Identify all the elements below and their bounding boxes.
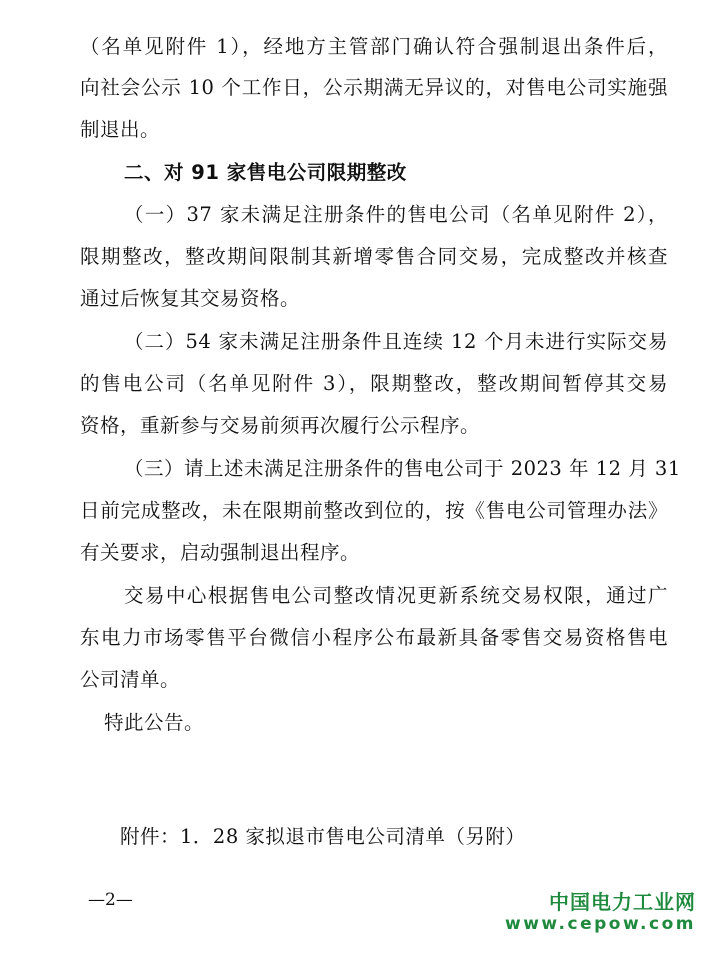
watermark-logo-title: 中国电力工业网 (549, 890, 696, 914)
section-heading: 二、对 91 家售电公司限期整改 (124, 161, 407, 184)
closing-line: 特此公告。 (104, 711, 205, 734)
paragraph-line-9: 的售电公司（名单见附件 3），限期整改，整改期间暂停其交易 (80, 372, 668, 395)
paragraph-line-8: （二）54 家未满足注册条件且连续 12 个月未进行实际交易 (124, 330, 668, 353)
paragraph-line-3: 制退出。 (80, 118, 161, 141)
paragraph-line-1: （名单见附件 1），经地方主管部门确认符合强制退出条件后， (80, 35, 668, 58)
paragraph-line-15: 东电力市场零售平台微信小程序公布最新具备零售交易资格售电 (80, 626, 668, 649)
paragraph-line-2: 向社会公示 10 个工作日，公示期满无异议的，对售电公司实施强 (80, 76, 668, 99)
paragraph-line-7: 通过后恢复其交易资格。 (80, 287, 301, 310)
paragraph-line-10: 资格，重新参与交易前须再次履行公示程序。 (80, 414, 481, 437)
paragraph-line-16: 公司清单。 (80, 668, 181, 691)
attachment-line: 附件：1．28 家拟退市售电公司清单（另附） (120, 825, 526, 848)
paragraph-line-13: 有关要求，启动强制退出程序。 (80, 541, 361, 564)
paragraph-line-6: 限期整改，整改期间限制其新增零售合同交易，完成整改并核查 (80, 245, 668, 268)
watermark-logo-url: www.cepow.com (505, 914, 696, 934)
paragraph-line-5: （一）37 家未满足注册条件的售电公司（名单见附件 2）， (124, 203, 668, 226)
page-number: —2— (88, 890, 133, 910)
paragraph-line-12: 日前完成整改，未在限期前整改到位的，按《售电公司管理办法》 (80, 499, 668, 522)
paragraph-line-14: 交易中心根据售电公司整改情况更新系统交易权限，通过广 (124, 584, 668, 607)
paragraph-line-11: （三）请上述未满足注册条件的售电公司于 2023 年 12 月 31 (124, 457, 681, 480)
